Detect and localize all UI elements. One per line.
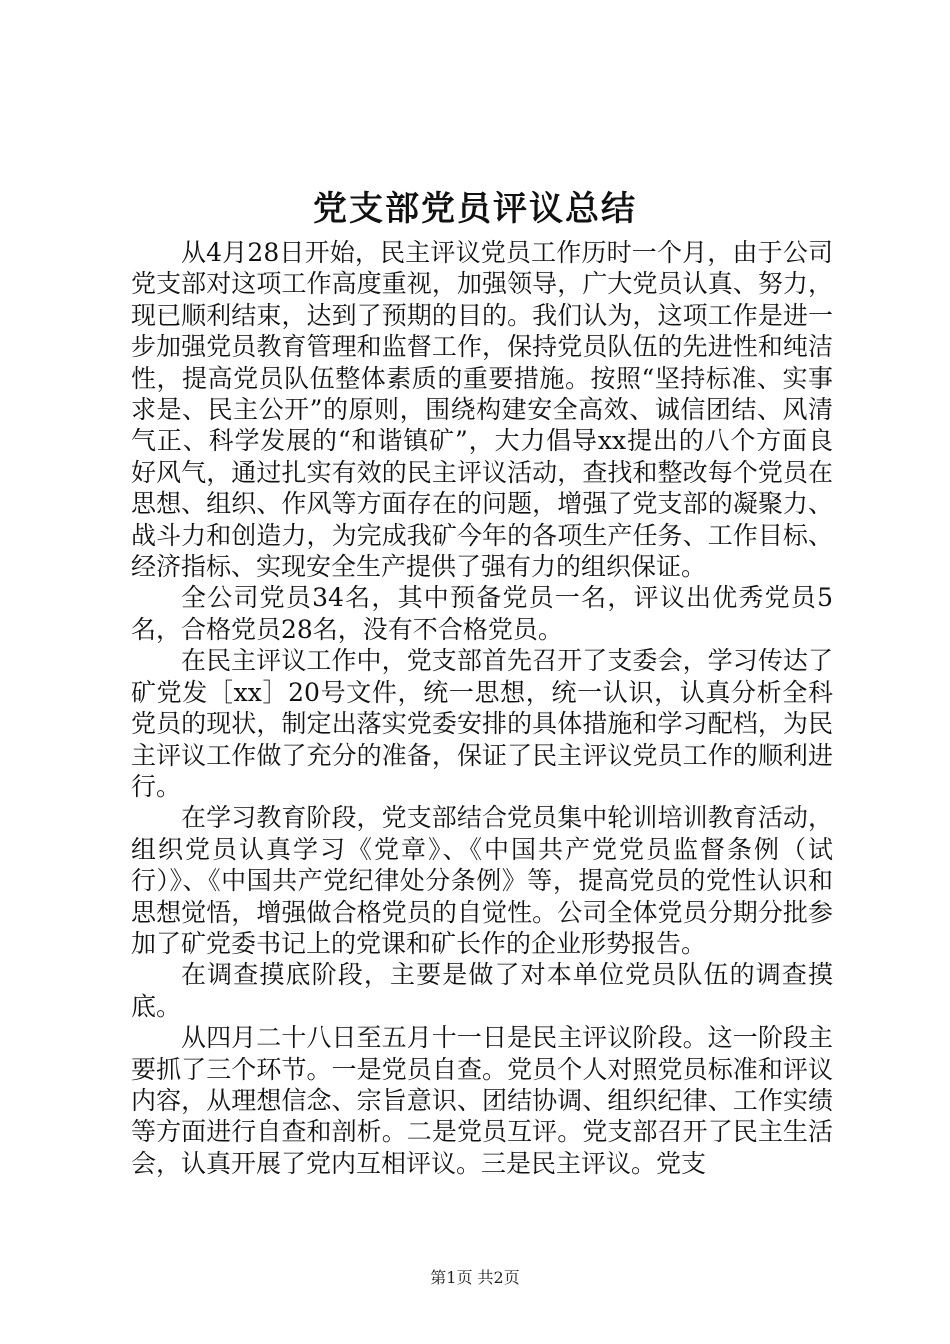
paragraph: 从四月二十八日至五月十一日是民主评议阶段。这一阶段主要抓了三个环节。一是党员自查。党员个人对照党员标准和评议内容，从理想信念、宗旨意识、团结协调、组织纪律、工作实绩等方面进行自查和剖析。二是党员互评。党支部召开了民主生活会，认真开展了党内互相评议。三是民主评议。党支 <box>131 1023 833 1178</box>
paragraph: 在调查摸底阶段，主要是做了对本单位党员队伍的调查摸底。 <box>131 960 833 1021</box>
paragraph: 全公司党员34名，其中预备党员一名，评议出优秀党员5名，合格党员28名，没有不合格党员。 <box>131 583 833 644</box>
paragraph: 在学习教育阶段，党支部结合党员集中轮训培训教育活动，组织党员认真学习《党章》、《中国共产党党员监督条例（试行）》、《中国共产党纪律处分条例》等，提高党员的党性认识和思想觉悟，增强做合格党员的自觉性。公司全体党员分期分批参加了矿党委书记上的党课和矿长作的企业形势报告。 <box>131 803 833 958</box>
page-number: 第1页 共2页 <box>430 1268 520 1287</box>
document-title: 党支部党员评议总结 <box>313 189 637 229</box>
paragraph: 在民主评议工作中，党支部首先召开了支委会，学习传达了矿党发［xx］20号文件，统一思想，统一认识，认真分析全科党员的现状，制定出落实党委安排的具体措施和学习配档，为民主评议工作做了充分的准备，保证了民主评议党员工作的顺利进行。 <box>131 646 833 801</box>
paragraph: 从4月28日开始，民主评议党员工作历时一个月，由于公司党支部对这项工作高度重视，加强领导，广大党员认真、努力，现已顺利结束，达到了预期的目的。我们认为，这项工作是进一步加强党员教育管理和监督工作，保持党员队伍的先进性和纯洁性，提高党员队伍整体素质的重要措施。按照“坚持标准、实事求是、民主公开”的原则，围绕构建安全高效、诚信团结、风清气正、科学发展的“和谐镇矿”，大力倡导xx提出的八个方面良好风气，通过扎实有效的民主评议活动，查找和整改每个党员在思想、组织、作风等方面存在的问题，增强了党支部的凝聚力、战斗力和创造力，为完成我矿今年的各项生产任务、工作目标、经济指标、实现安全生产提供了强有力的组织保证。 <box>131 238 833 582</box>
document-body <box>131 237 833 1179</box>
